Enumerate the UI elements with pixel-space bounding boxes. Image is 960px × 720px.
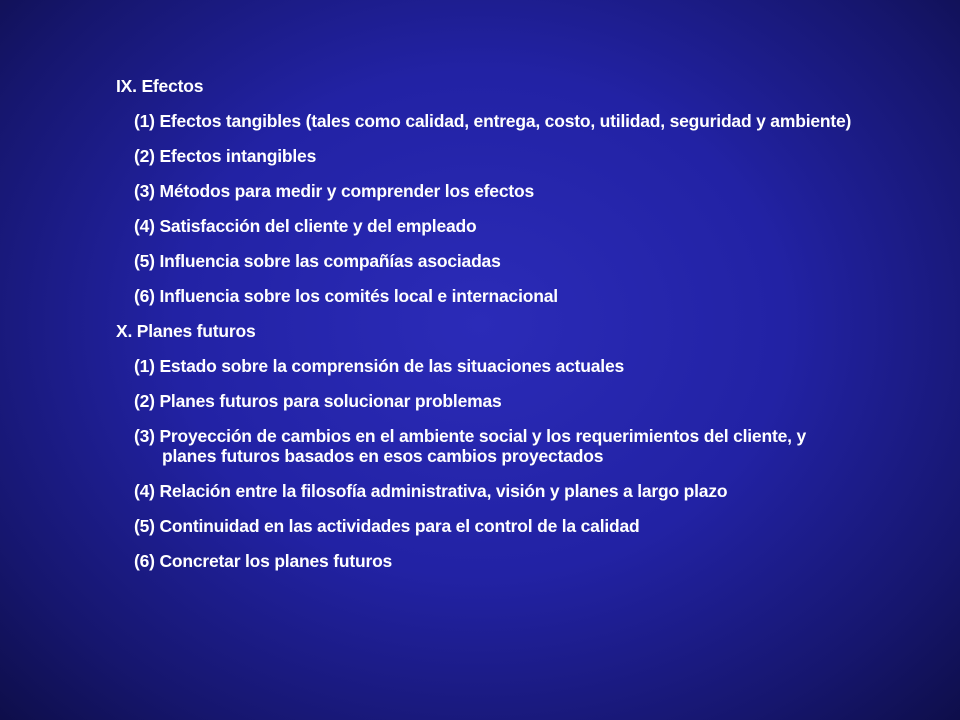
list-item-continuation: planes futuros basados en esos cambios proyectados <box>162 446 604 466</box>
list-item: (1) Estado sobre la comprensión de las situaciones actuales <box>134 356 625 376</box>
list-item: (2) Planes futuros para solucionar problemas <box>134 391 502 411</box>
list-item: (4) Relación entre la filosofía administrativa, visión y planes a largo plazo <box>134 481 728 501</box>
list-item: (3) Métodos para medir y comprender los efectos <box>134 181 535 201</box>
slide-content <box>116 76 916 586</box>
list-item: (5) Influencia sobre las compañías asociadas <box>134 251 501 271</box>
list-item-text: (3) Proyección de cambios en el ambiente social y los requerimientos del cliente, y <box>134 426 806 446</box>
list-item: (6) Influencia sobre los comités local e internacional <box>134 286 558 306</box>
section-heading-efectos: IX. Efectos <box>116 76 204 96</box>
list-item: (4) Satisfacción del cliente y del empleado <box>134 216 477 236</box>
section-heading-planes-futuros: X. Planes futuros <box>116 321 256 341</box>
list-item: (2) Efectos intangibles <box>134 146 317 166</box>
list-item: (1) Efectos tangibles (tales como calidad, entrega, costo, utilidad, seguridad y ambiente) <box>134 111 852 131</box>
list-item-multiline <box>134 426 916 466</box>
list-item: (6) Concretar los planes futuros <box>134 551 393 571</box>
list-item: (5) Continuidad en las actividades para el control de la calidad <box>134 516 640 536</box>
